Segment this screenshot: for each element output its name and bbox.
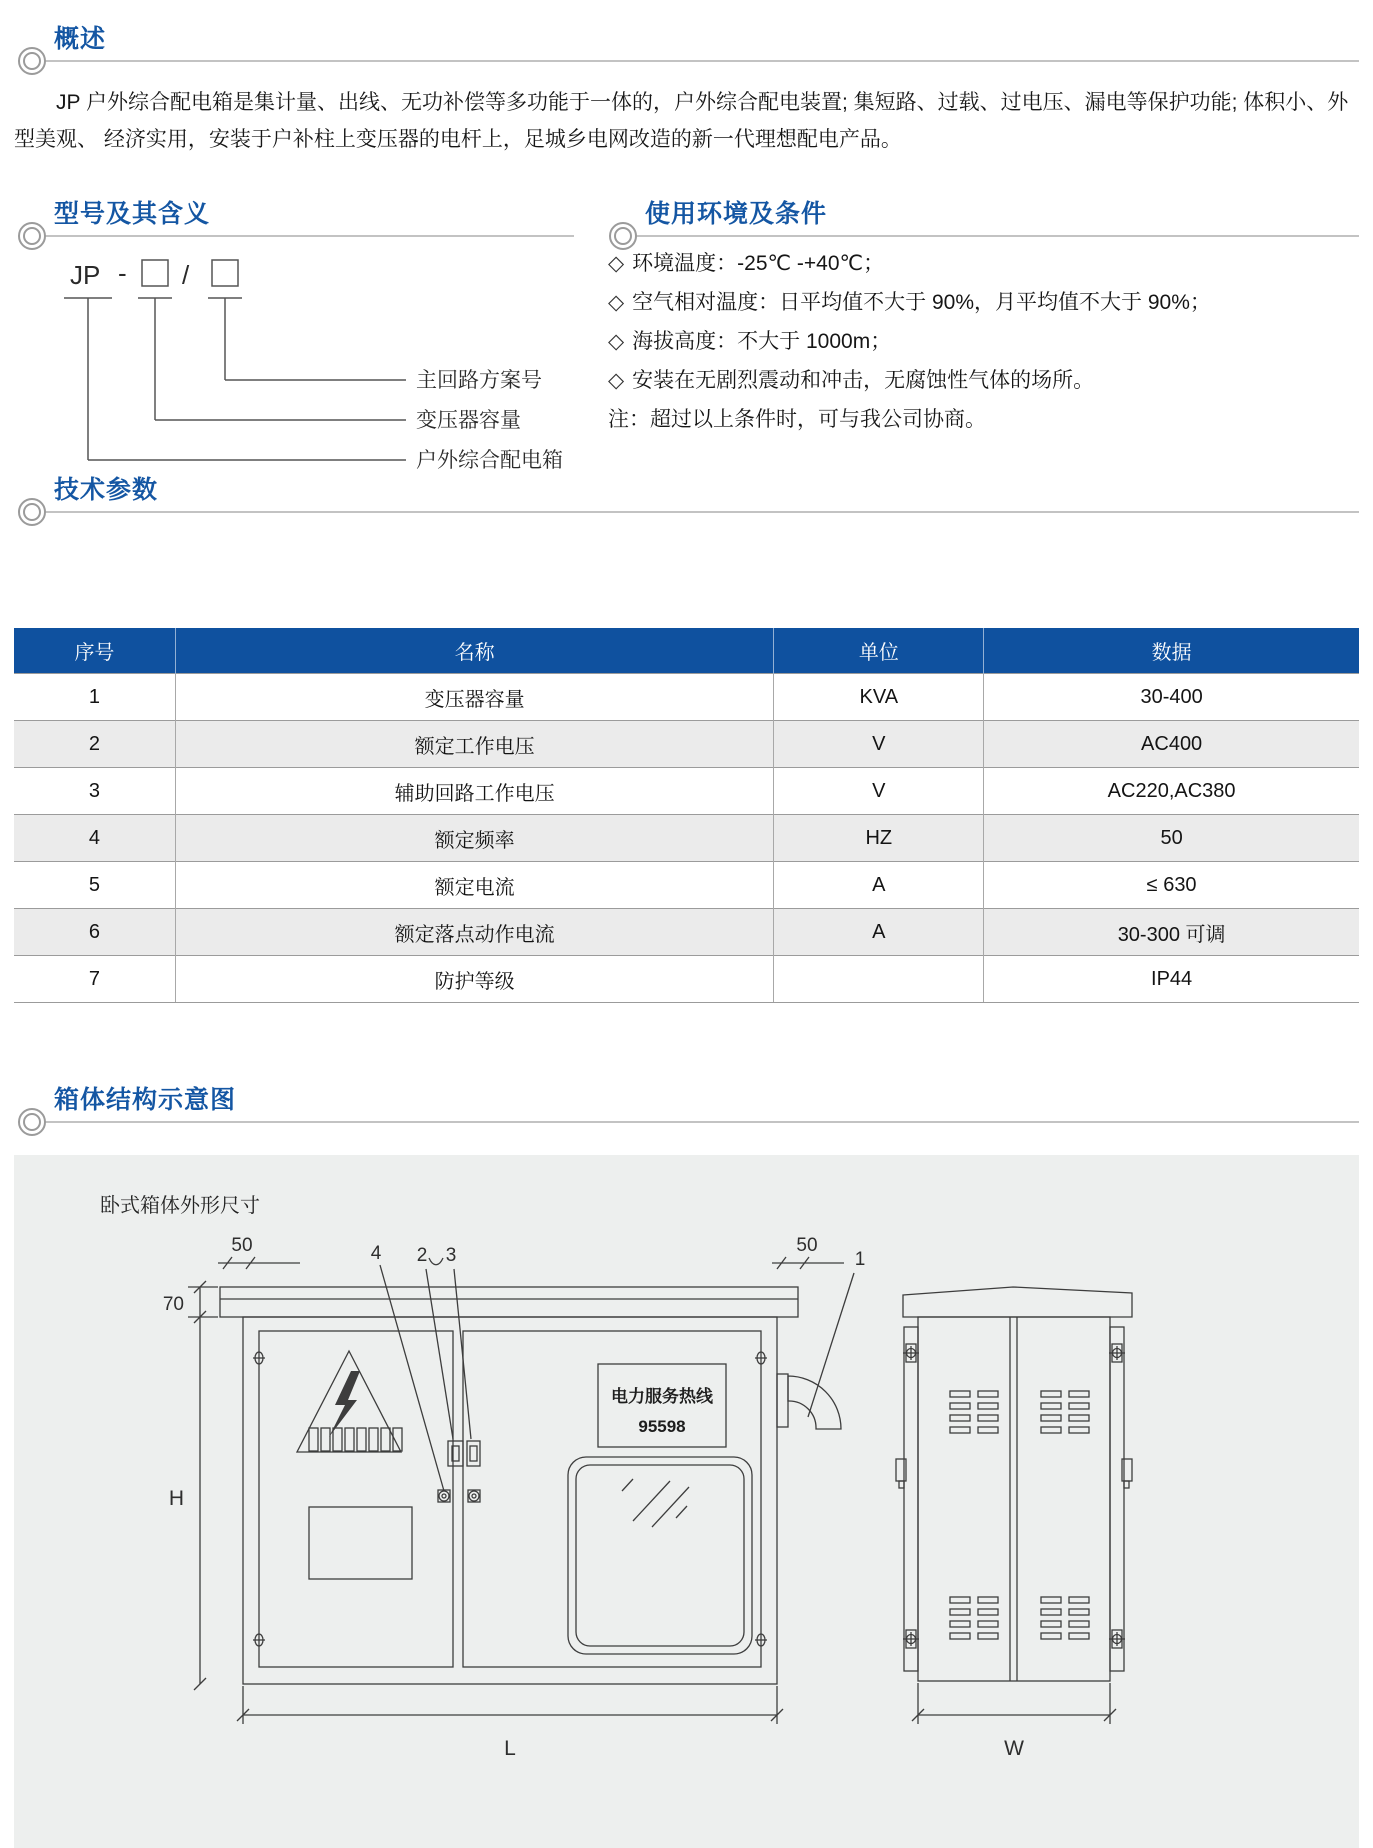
environment-item [608, 289, 1363, 316]
dim-W-label: W [1004, 1737, 1024, 1760]
table-cell: 2 [14, 721, 175, 768]
side-view [896, 1287, 1132, 1760]
overview-paragraph: JP 户外综合配电箱是集计量、出线、无功补偿等多功能于一体的，户外综合配电装置; 集短路、过载、过电压、漏电等保护功能; 体积小、外型美观、 经济实用，安装于户补柱上变压器的电杆上，足城乡电网改造的新一代理想配电产品。 [14, 91, 1349, 151]
specs-table-head [14, 628, 1359, 674]
table-cell: IP44 [984, 956, 1359, 1003]
table-cell: 4 [14, 815, 175, 862]
table-cell: 5 [14, 862, 175, 909]
table-cell: HZ [774, 815, 984, 862]
section-header-specs [14, 473, 1359, 513]
table-cell: 防护等级 [175, 956, 774, 1003]
section-bullet-ring-icon [18, 498, 46, 526]
table-cell: 1 [14, 674, 175, 721]
part-label-3: 3 [445, 1245, 457, 1266]
table-cell: 额定工作电压 [175, 721, 774, 768]
table-cell: 辅助回路工作电压 [175, 768, 774, 815]
model-prefix: JP [70, 260, 101, 290]
table-cell [774, 956, 984, 1003]
model-placeholder-box [212, 260, 238, 286]
table-header-cell: 序号 [14, 628, 175, 674]
svg-text:50: 50 [796, 1235, 818, 1256]
table-cell: V [774, 721, 984, 768]
side-rail-right [1110, 1327, 1124, 1671]
table-cell: 额定落点动作电流 [175, 909, 774, 956]
front-roof [220, 1287, 798, 1317]
environment-item [608, 250, 1363, 277]
model-code-diagram [54, 250, 614, 490]
part-label-1: 1 [854, 1249, 866, 1270]
hotline-label: 电力服务热线 [611, 1387, 713, 1406]
environment-note: 注：超过以上条件时，可与我公司协商。 [608, 408, 986, 431]
section-title-structure: 箱体结构示意图 [54, 1086, 237, 1114]
section-bullet-ring-icon [18, 47, 46, 75]
front-body [243, 1317, 777, 1684]
hatch-strip [309, 1428, 402, 1451]
dim-H-label: H [168, 1487, 184, 1510]
table-cell: A [774, 909, 984, 956]
cable-spout [777, 1374, 841, 1429]
dim-roof-height-label: 70 [162, 1294, 184, 1315]
model-slash: / [182, 260, 190, 290]
model-label-transformer-capacity: 变压器容量 [416, 409, 521, 432]
meter-window [568, 1457, 752, 1654]
structure-subtitle: 卧式箱体外形尺寸 [100, 1195, 260, 1217]
side-latch-fittings [903, 1344, 1125, 1648]
dim-overhang-left [218, 1235, 300, 1269]
side-rail-left [904, 1327, 918, 1671]
table-cell: 变压器容量 [175, 674, 774, 721]
lock-screws [438, 1490, 480, 1502]
dim-length [237, 1686, 783, 1760]
structure-panel [14, 1155, 1359, 1848]
environment-item [608, 367, 1363, 394]
section-header-structure [14, 1083, 1359, 1123]
table-cell: 额定电流 [175, 862, 774, 909]
model-label-main-circuit: 主回路方案号 [416, 369, 542, 392]
section-divider [42, 1121, 1359, 1123]
hotline-number: 95598 [638, 1417, 686, 1436]
table-row [14, 768, 1359, 815]
environment-item [608, 328, 1363, 355]
diamond-bullet-icon: ◇ [608, 369, 625, 392]
section-title-environment: 使用环境及条件 [645, 200, 828, 228]
table-row [14, 956, 1359, 1003]
front-view [163, 1235, 865, 1760]
table-row [14, 721, 1359, 768]
table-cell: 30-300 可调 [984, 909, 1359, 956]
table-row [14, 909, 1359, 956]
environment-item-text: 安装在无剧烈震动和冲击，无腐蚀性气体的场所。 [632, 369, 1095, 392]
dim-overhang-right [772, 1235, 844, 1269]
table-cell: AC400 [984, 721, 1359, 768]
dim-width [912, 1683, 1116, 1760]
environment-item-text: 环境温度：-25℃ -+40℃； [632, 252, 885, 275]
table-cell: 30-400 [984, 674, 1359, 721]
model-connector-lines [64, 298, 406, 460]
diamond-bullet-icon: ◇ [608, 291, 625, 314]
section-divider [42, 511, 1359, 513]
environment-item-text: 空气相对温度：日平均值不大于 90%，月平均值不大于 90%； [632, 291, 1211, 314]
section-title-overview: 概述 [54, 25, 107, 53]
table-cell: 3 [14, 768, 175, 815]
front-right-door [463, 1331, 761, 1667]
environment-item-text: 海拔高度：不大于 1000m； [632, 330, 892, 353]
model-label-outdoor-box: 户外综合配电箱 [416, 449, 563, 472]
diamond-bullet-icon: ◇ [608, 330, 625, 353]
side-mid-handles [896, 1459, 1132, 1488]
svg-text:50: 50 [231, 1235, 253, 1256]
table-cell: KVA [774, 674, 984, 721]
table-cell: ≤ 630 [984, 862, 1359, 909]
specs-table-body [14, 674, 1359, 1003]
table-cell: 50 [984, 815, 1359, 862]
section-bullet-ring-icon [609, 222, 637, 250]
table-cell: 7 [14, 956, 175, 1003]
section-divider [42, 235, 574, 237]
nameplate-rect [309, 1507, 412, 1579]
section-title-model: 型号及其含义 [54, 200, 211, 228]
section-divider [633, 235, 1359, 237]
diamond-bullet-icon: ◇ [608, 252, 625, 275]
dim-L-label: L [504, 1737, 516, 1760]
model-dash: - [118, 258, 127, 288]
section-header-model [14, 197, 574, 237]
table-cell: AC220,AC380 [984, 768, 1359, 815]
hotline-plate [598, 1364, 726, 1447]
section-bullet-ring-icon [18, 222, 46, 250]
dim-height [163, 1281, 218, 1690]
table-row [14, 674, 1359, 721]
table-cell: V [774, 768, 984, 815]
table-header-cell: 名称 [175, 628, 774, 674]
section-header-environment [605, 197, 1359, 237]
section-bullet-ring-icon [18, 1108, 46, 1136]
table-header-cell: 单位 [774, 628, 984, 674]
environment-list [608, 250, 1363, 433]
table-cell: 额定频率 [175, 815, 774, 862]
table-cell: 6 [14, 909, 175, 956]
part-label-2: 2 [416, 1245, 428, 1266]
cabinet-structure-drawing [60, 1219, 1310, 1779]
table-header-cell: 数据 [984, 628, 1359, 674]
front-left-door [259, 1331, 453, 1667]
section-title-specs: 技术参数 [54, 476, 159, 504]
part-label-4: 4 [370, 1243, 382, 1264]
model-placeholder-box [142, 260, 168, 286]
specs-table [14, 628, 1359, 1003]
section-divider [42, 60, 1359, 62]
table-row [14, 815, 1359, 862]
side-roof [903, 1287, 1132, 1317]
louver-vents [950, 1391, 1089, 1639]
table-row [14, 862, 1359, 909]
table-cell: A [774, 862, 984, 909]
warning-lightning-icon [297, 1351, 401, 1452]
section-header-overview [14, 22, 1359, 62]
